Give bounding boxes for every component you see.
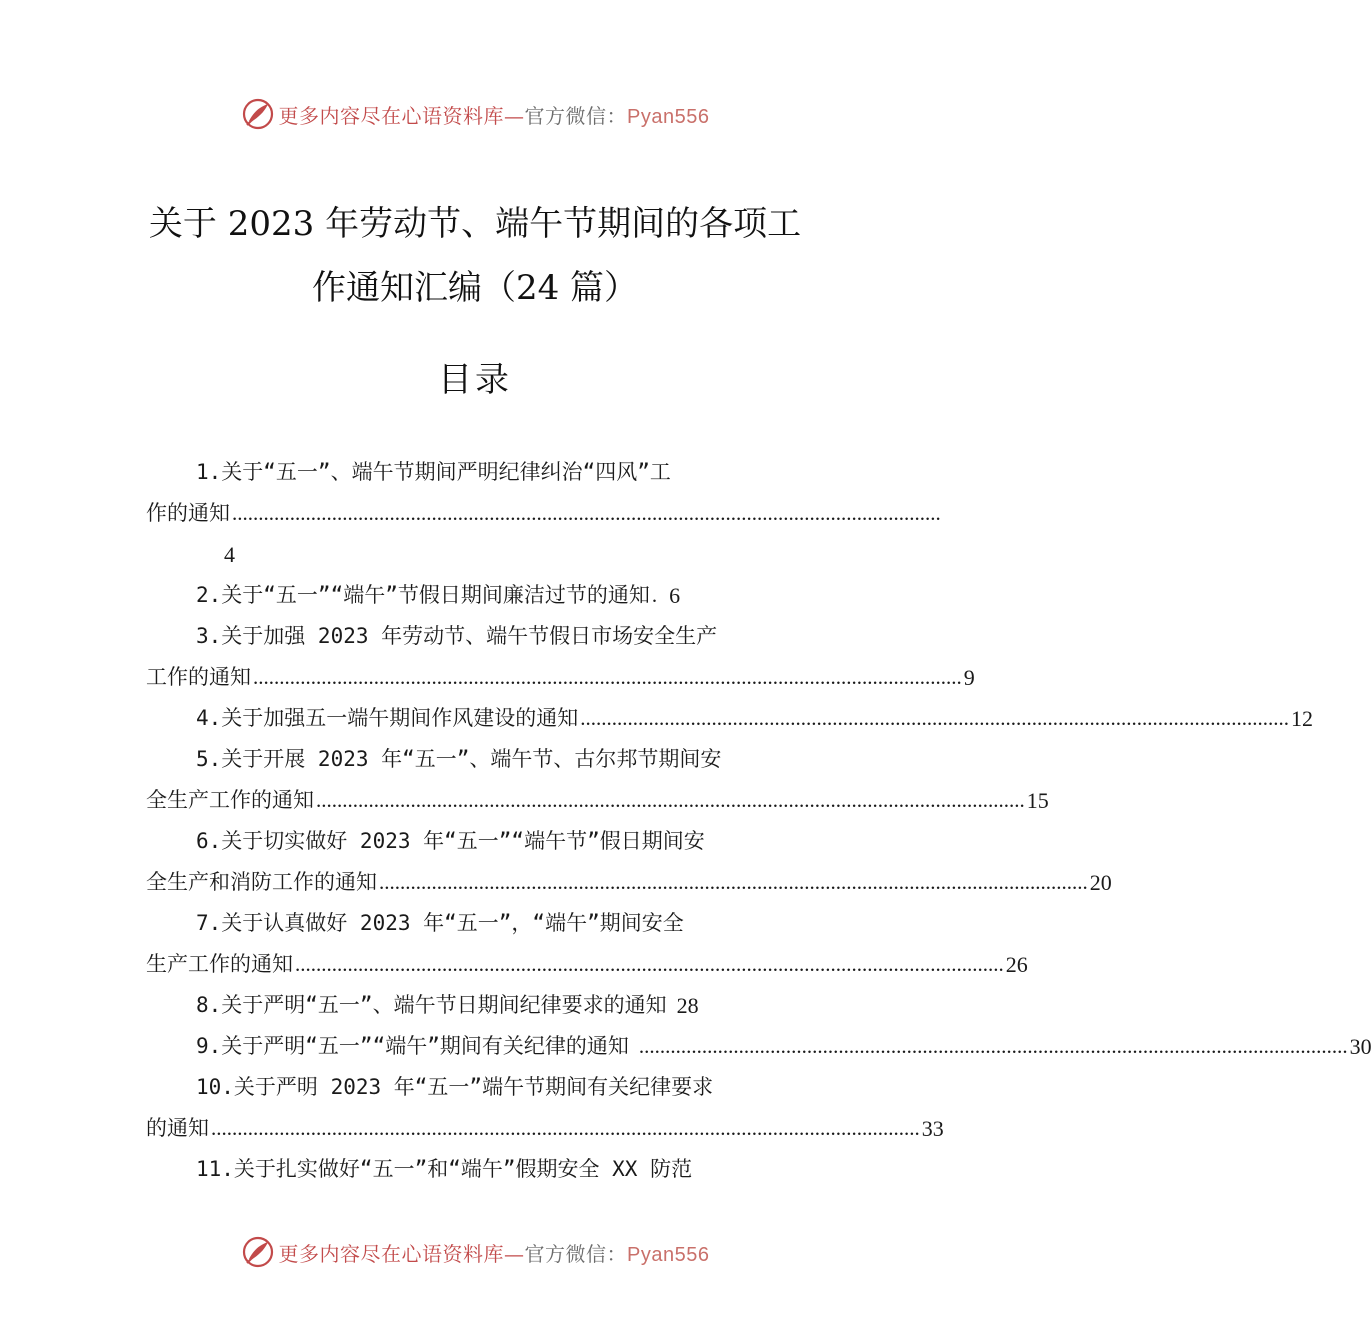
- toc-entry-5-line-1[interactable]: [146, 739, 806, 780]
- toc-page-number: 4: [224, 542, 235, 567]
- toc-entry-5-line-2[interactable]: [146, 780, 1049, 821]
- toc-page-number: 30: [1349, 1034, 1372, 1059]
- toc-page-number: 28: [676, 993, 699, 1018]
- watermark-banner-top: [0, 94, 950, 134]
- toc-leader: .......................................................................................................................................: [580, 706, 1290, 730]
- toc-entry-1-line-1[interactable]: [146, 452, 806, 493]
- watermark-account: Pyan556: [627, 105, 710, 128]
- pen-logo-icon: [241, 1235, 275, 1269]
- watermark-text: [279, 1238, 710, 1267]
- watermark-official: 官方微信：: [524, 1241, 628, 1266]
- table-of-contents: [146, 452, 1372, 1190]
- toc-entry-6-line-2[interactable]: [146, 862, 1112, 903]
- toc-page-number: 15: [1026, 788, 1049, 813]
- watermark-dash: —: [504, 103, 525, 128]
- toc-entry-2[interactable]: [146, 575, 806, 616]
- document-title-line-1: 关于 2023 年劳动节、端午节期间的各项工: [148, 204, 802, 244]
- toc-entry-title: 10.关于严明 2023 年“五一”端午节期间有关纪律要求: [196, 1075, 714, 1099]
- watermark-text: [279, 100, 710, 129]
- toc-entry-10-line-1[interactable]: [146, 1067, 806, 1108]
- toc-entry-title: 生产工作的通知: [146, 952, 293, 976]
- toc-entry-7-line-1[interactable]: [146, 903, 806, 944]
- toc-entry-1-line-2[interactable]: [146, 493, 941, 534]
- toc-entry-7-line-2[interactable]: [146, 944, 1028, 985]
- toc-page-number: 6: [669, 583, 681, 608]
- toc-entry-title: 工作的通知: [146, 665, 251, 689]
- toc-entry-10-line-2[interactable]: [146, 1108, 944, 1149]
- toc-leader: .......................................................................................................................................: [211, 1116, 920, 1140]
- toc-entry-1-line-3[interactable]: [146, 534, 806, 575]
- toc-entry-title: 2.关于“五一”“端午”节假日期间廉洁过节的通知: [196, 583, 650, 607]
- toc-entry-3-line-2[interactable]: [146, 657, 975, 698]
- toc-leader: .......................................................................................................................................: [295, 952, 1004, 976]
- toc-leader: .......................................................................................................................................: [379, 870, 1088, 894]
- watermark-official: 官方微信：: [524, 103, 628, 128]
- toc-leader: .......................................................................................................................................: [638, 1034, 1348, 1058]
- watermark-brand: 更多内容尽在心语资料库: [278, 1241, 505, 1266]
- toc-page-number: 12: [1291, 706, 1314, 731]
- toc-leader: .......................................................................................................................................: [253, 665, 962, 689]
- toc-entry-title: 6.关于切实做好 2023 年“五一”“端午节”假日期间安: [196, 829, 705, 853]
- watermark-banner-bottom: [0, 1232, 950, 1272]
- toc-entry-6-line-1[interactable]: [146, 821, 806, 862]
- toc-leader: .......................................................................................................................................: [232, 501, 941, 525]
- toc-entry-title: 全生产和消防工作的通知: [146, 870, 377, 894]
- toc-page-number: 33: [921, 1116, 944, 1141]
- toc-entry-title: 9.关于严明“五一”“端午”期间有关纪律的通知: [196, 1034, 629, 1058]
- toc-entry-title: 5.关于开展 2023 年“五一”、端午节、古尔邦节期间安: [196, 747, 722, 771]
- toc-entry-title: 全生产工作的通知: [146, 788, 314, 812]
- toc-leader: .......................................................................................................................................: [316, 788, 1025, 812]
- toc-entry-title: 作的通知: [146, 501, 230, 525]
- document-title: [120, 192, 830, 320]
- toc-page-number: 9: [963, 665, 975, 690]
- toc-entry-3-line-1[interactable]: [146, 616, 806, 657]
- watermark-brand: 更多内容尽在心语资料库: [278, 103, 505, 128]
- toc-entry-title: 8.关于严明“五一”、端午节日期间纪律要求的通知: [196, 993, 667, 1017]
- toc-entry-9[interactable]: [146, 1026, 1372, 1067]
- toc-heading: 目录: [438, 360, 512, 400]
- toc-leader: .: [651, 583, 658, 607]
- toc-entry-title: 的通知: [146, 1116, 209, 1140]
- toc-page-number: 26: [1005, 952, 1028, 977]
- pen-logo-icon: [241, 97, 275, 131]
- document-title-line-2: 作通知汇编（24 篇）: [311, 268, 639, 308]
- toc-page-number: 20: [1089, 870, 1112, 895]
- watermark-dash: —: [504, 1241, 525, 1266]
- toc-entry-8[interactable]: [146, 985, 806, 1026]
- toc-entry-11-line-1[interactable]: [146, 1149, 806, 1190]
- toc-entry-title: 11.关于扎实做好“五一”和“端午”假期安全 XX 防范: [196, 1157, 693, 1181]
- toc-entry-title: 4.关于加强五一端午期间作风建设的通知: [196, 706, 579, 730]
- toc-entry-title: 3.关于加强 2023 年劳动节、端午节假日市场安全生产: [196, 624, 718, 648]
- toc-entry-4[interactable]: [146, 698, 1314, 739]
- toc-entry-title: 7.关于认真做好 2023 年“五一”，“端午”期间安全: [196, 911, 684, 935]
- toc-entry-title: 1.关于“五一”、端午节期间严明纪律纠治“四风”工: [196, 460, 671, 484]
- watermark-account: Pyan556: [627, 1243, 710, 1266]
